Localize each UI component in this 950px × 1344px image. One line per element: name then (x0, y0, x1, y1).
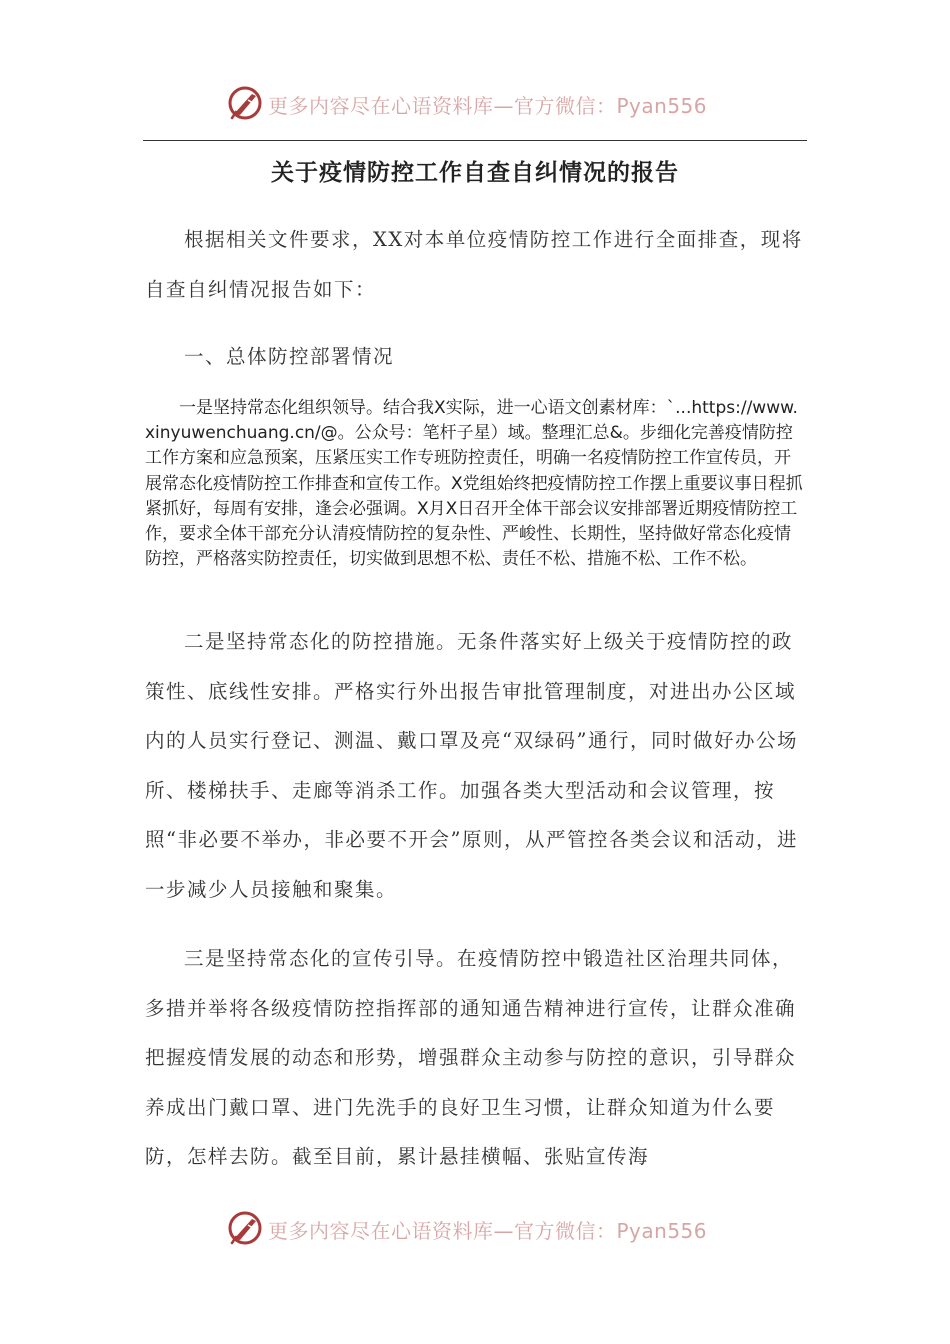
intro-paragraph: 根据相关文件要求，XX对本单位疫情防控工作进行全面排查，现将自查自纠情况报告如下： (145, 228, 803, 301)
section-heading: 一、总体防控部署情况 (184, 345, 395, 368)
document-title: 关于疫情防控工作自查自纠情况的报告 (271, 160, 679, 186)
banner-text: 更多内容尽在心语资料库—官方微信：Pyan556 (268, 1219, 708, 1243)
quill-pen-logo-icon (226, 84, 264, 122)
header-divider (143, 140, 807, 141)
paragraph-measures: 二是坚持常态化的防控措施。无条件落实好上级关于疫情防控的政策性、底线性安排。严格实行外出报告审批管理制度，对进出办公区域内的人员实行登记、测温、戴口罩及亮“双绿码”通行，同时做好办公场所、楼梯扶手、走廊等消杀工作。加强各类大型活动和会议管理，按照“非必要不举办，非必要不开会”原则，从严管控各类会议和活动，进一步减少人员接触和聚集。 (145, 630, 798, 901)
footer-banner (0, 1205, 950, 1255)
banner-text: 更多内容尽在心语资料库—官方微信：Pyan556 (268, 94, 708, 118)
paragraph-publicity: 三是坚持常态化的宣传引导。在疫情防控中锻造社区治理共同体，多措并举将各级疫情防控指挥部的通知通告精神进行宣传，让群众准确把握疫情发展的动态和形势，增强群众主动参与防控的意识，引导群众养成出门戴口罩、进门先洗手的良好卫生习惯，让群众知道为什么要防，怎样去防。截至目前，累计悬挂横幅、张贴宣传海 (145, 947, 797, 1169)
quill-pen-logo-icon (226, 1209, 264, 1247)
paragraph-organization: 一是坚持常态化组织领导。结合我X实际，进一心语文创素材库：`...https://www.xinyuwenchuang.cn/@。公众号：笔杆子星）域。整理汇总&。步细化完善疫情防控工作方案和应急预案，压紧压实工作专班防控责任，明确一名疫情防控工作宣传员，开展常态化疫情防控工作排查和宣传工作。X党组始终把疫情防控工作摆上重要议事日程抓紧抓好，每周有安排，逢会必强调。X月X日召开全体干部会议安排部署近期疫情防控工作，要求全体干部充分认清疫情防控的复杂性、严峻性、长期性，坚持做好常态化疫情防控，严格落实防控责任，切实做到思想不松、责任不松、措施不松、工作不松。 (145, 398, 803, 570)
header-banner (0, 80, 950, 130)
